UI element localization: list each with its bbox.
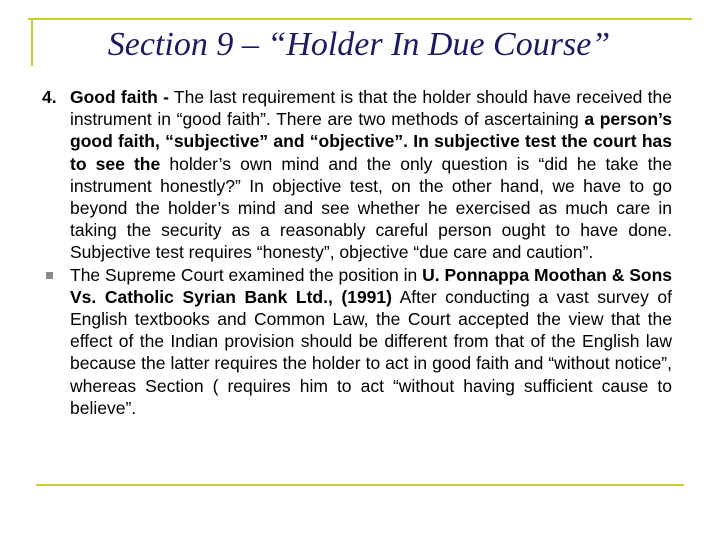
slide-body — [42, 86, 672, 419]
bullet-text-1: The Supreme Court examined the position in — [70, 264, 423, 285]
case-name: U. Ponnappa Moothan & Sons Vs. Catholic Syrian Bank Ltd., (1991) — [70, 264, 672, 307]
slide-title: Section 9 – “Holder In Due Course” — [107, 26, 611, 63]
top-border-line — [28, 18, 692, 20]
square-bullet-icon — [46, 272, 53, 279]
item-lead: Good faith - — [70, 87, 169, 107]
numbered-item-good-faith — [42, 86, 672, 264]
bottom-border-line — [36, 484, 684, 486]
bullet-text-2: After conducting a vast survey of English textbooks and Common Law, the Court accepted the view that the effect of the Indian provision should be different from that of the English law because the latter requires the holder to act in good faith and “without notice”, whereas Section ( requires him to act “without having sufficient cause to believe”. — [70, 286, 672, 418]
item-text-1: The last requirement is that the holder should have received the instrument in “good faith”. There are two methods of ascertaining — [70, 87, 672, 130]
item-bold-1: a person’s good faith, “subjective” and “objective”. In subjective test the court has to see the — [70, 109, 672, 174]
item-number: 4. — [42, 87, 57, 107]
left-border-line — [31, 18, 33, 66]
bullet-item-supreme-court — [42, 264, 672, 419]
item-text-2: holder’s own mind and the only question is “did he take the instrument honestly?” In objective test, on the other hand, we have to go beyond the holder’s mind and see whether he exercised as much care in taking the security as a reasonably careful person ought to have done. Subjective test requires “honesty”, objective “due care and caution”. — [70, 153, 672, 263]
